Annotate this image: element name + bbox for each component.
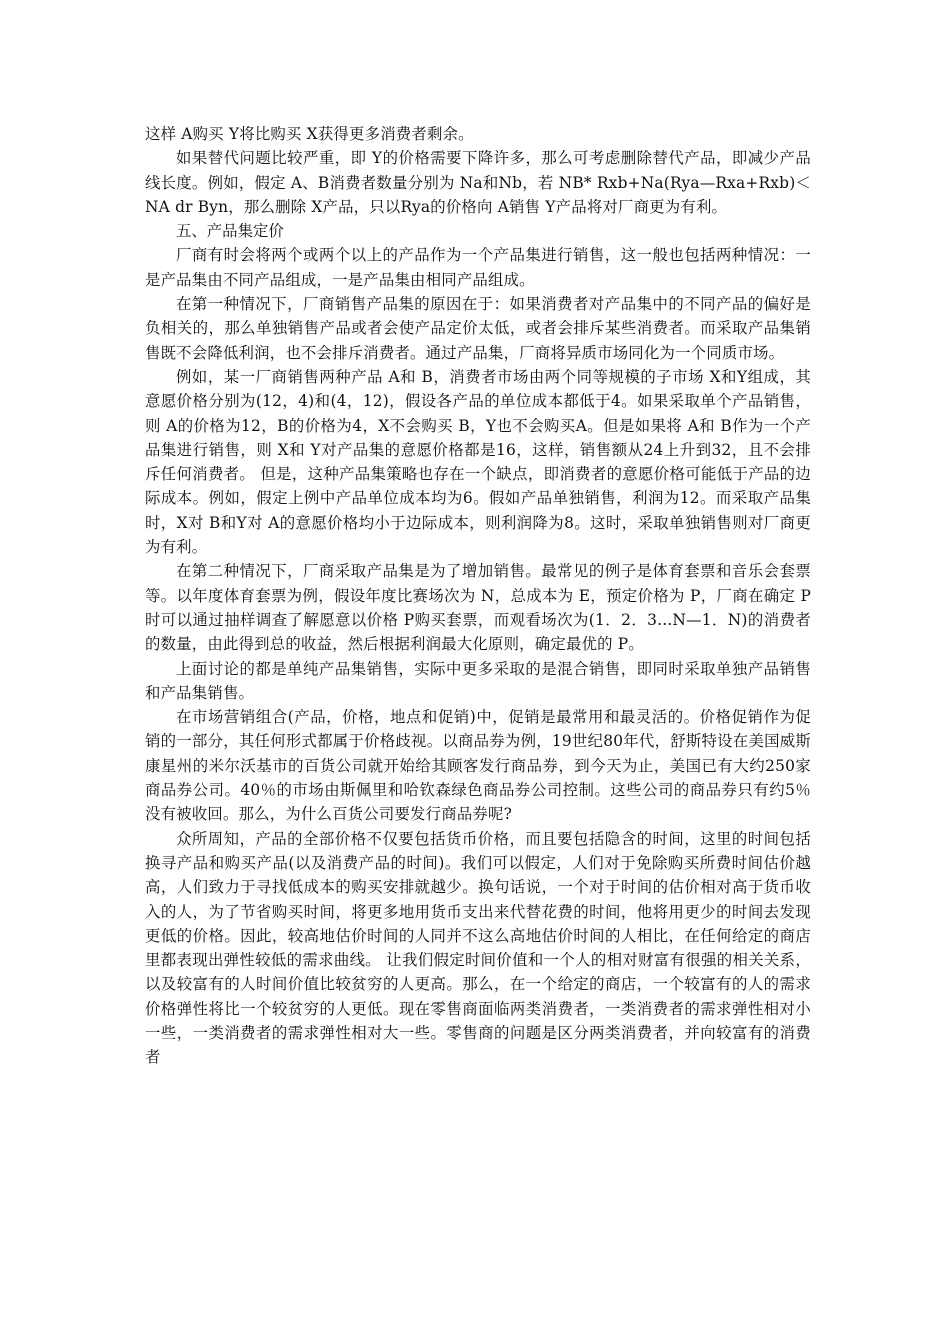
paragraph-product-bundle-intro: 厂商有时会将两个或两个以上的产品作为一个产品集进行销售，这一般也包括两种情况：一是产品集由不同产品组成，一是产品集由相同产品组成。 <box>145 246 811 289</box>
paragraph-continuation: 这样 A购买 Y将比购买 X获得更多消费者剩余。 <box>145 125 474 143</box>
section-heading: 五、产品集定价 <box>176 222 284 241</box>
paragraph-example: 例如，某一厂商销售两种产品 A和 B，消费者市场由两个同等规模的子市场 X和Y组成，其意愿价格分别为(12，4)和(4，12)，假设各产品的单位成本都低于4。如果采取单个产品销售，则 A的价格为12，B的价格为4，X不会购买 B，Y也不会购买A。但是如果将 A和 B作为一个产品集进行销售，则 X和 Y对产品集的意愿价格都是16，这样，销售额从24上升到32，且不会排斥任何消费者。 但是，这种产品集策略也存在一个缺点，即消费者的意愿价格可能低于产品的边际成本。例如，假定上例中产品单位成本均为6。假如产品单独销售，利润为12。而采取产品集时，X对 B和Y对 A的意愿价格均小于边际成本，则利润降为8。这时，采取单独销售则对厂商更为有利。 <box>145 367 811 557</box>
paragraph-substitution: 如果替代问题比较严重，即 Y的价格需要下降许多，那么可考虑删除替代产品，即减少产品线长度。例如，假定 A、B消费者数量分别为 Na和Nb，若 NB* Rxb+Na(Rya—Rxa+Rxb)＜ NA dr Byn，那么删除 X产品，只以Rya的价格向 A销售 Y产品将对厂商更为有利。 <box>145 149 811 216</box>
document-page <box>145 122 811 1070</box>
paragraph-time-value: 众所周知，产品的全部价格不仅要包括货币价格，而且要包括隐含的时间，这里的时间包括换寻产品和购买产品(以及消费产品的时间)。我们可以假定，人们对于免除购买所费时间估价越高，人们致力于寻找低成本的购买安排就越少。换句话说，一个对于时间的估价相对高于货币收入的人，为了节省购买时间，将更多地用货币支出来代替花费的时间，他将用更少的时间去发现更低的价格。因此，较高地估价时间的人同并不这么高地估价时间的人相比，在任何给定的商店里都表现出弹性较低的需求曲线。 让我们假定时间价值和一个人的相对财富有很强的相关关系，以及较富有的人时间价值比较贫穷的人更高。那么，在一个给定的商店，一个较富有的人的需求价格弹性将比一个较贫穷的人更低。现在零售商面临两类消费者，一类消费者的需求弹性相对小一些，一类消费者的需求弹性相对大一些。零售商的问题是区分两类消费者，并向较富有的消费者 <box>145 829 811 1067</box>
paragraph-promotion: 在市场营销组合(产品，价格，地点和促销)中，促销是最常用和最灵活的。价格促销作为促销的一部分，其任何形式都属于价格歧视。以商品券为例，19世纪80年代，舒斯特设在美国威斯康星州的米尔沃基市的百货公司就开始给其顾客发行商品券，到今天为止，美国已有大约250家商品券公司。40％的市场由斯佩里和哈钦森绿色商品券公司控制。这些公司的商品券只有约5％没有被收回。那么，为什么百货公司要发行商品券呢? <box>145 708 811 824</box>
paragraph-first-case: 在第一种情况下，厂商销售产品集的原因在于：如果消费者对产品集中的不同产品的偏好是负相关的，那么单独销售产品或者会使产品定价太低，或者会排斥某些消费者。而采取产品集销售既不会降低利润，也不会排斥消费者。通过产品集，厂商将异质市场同化为一个同质市场。 <box>145 295 811 362</box>
paragraph-second-case: 在第二种情况下，厂商采取产品集是为了增加销售。最常见的例子是体育套票和音乐会套票等。以年度体育套票为例，假设年度比赛场次为 N，总成本为 E，预定价格为 P，厂商在确定 P时可以通过抽样调查了解愿意以价格 P购买套票，而观看场次为(1．2．3...N—1．N)的消费者的数量，由此得到总的收益，然后根据利润最大化原则，确定最优的 P。 <box>145 562 811 654</box>
paragraph-mixed-sales: 上面讨论的都是单纯产品集销售，实际中更多采取的是混合销售，即同时采取单独产品销售和产品集销售。 <box>145 659 811 702</box>
